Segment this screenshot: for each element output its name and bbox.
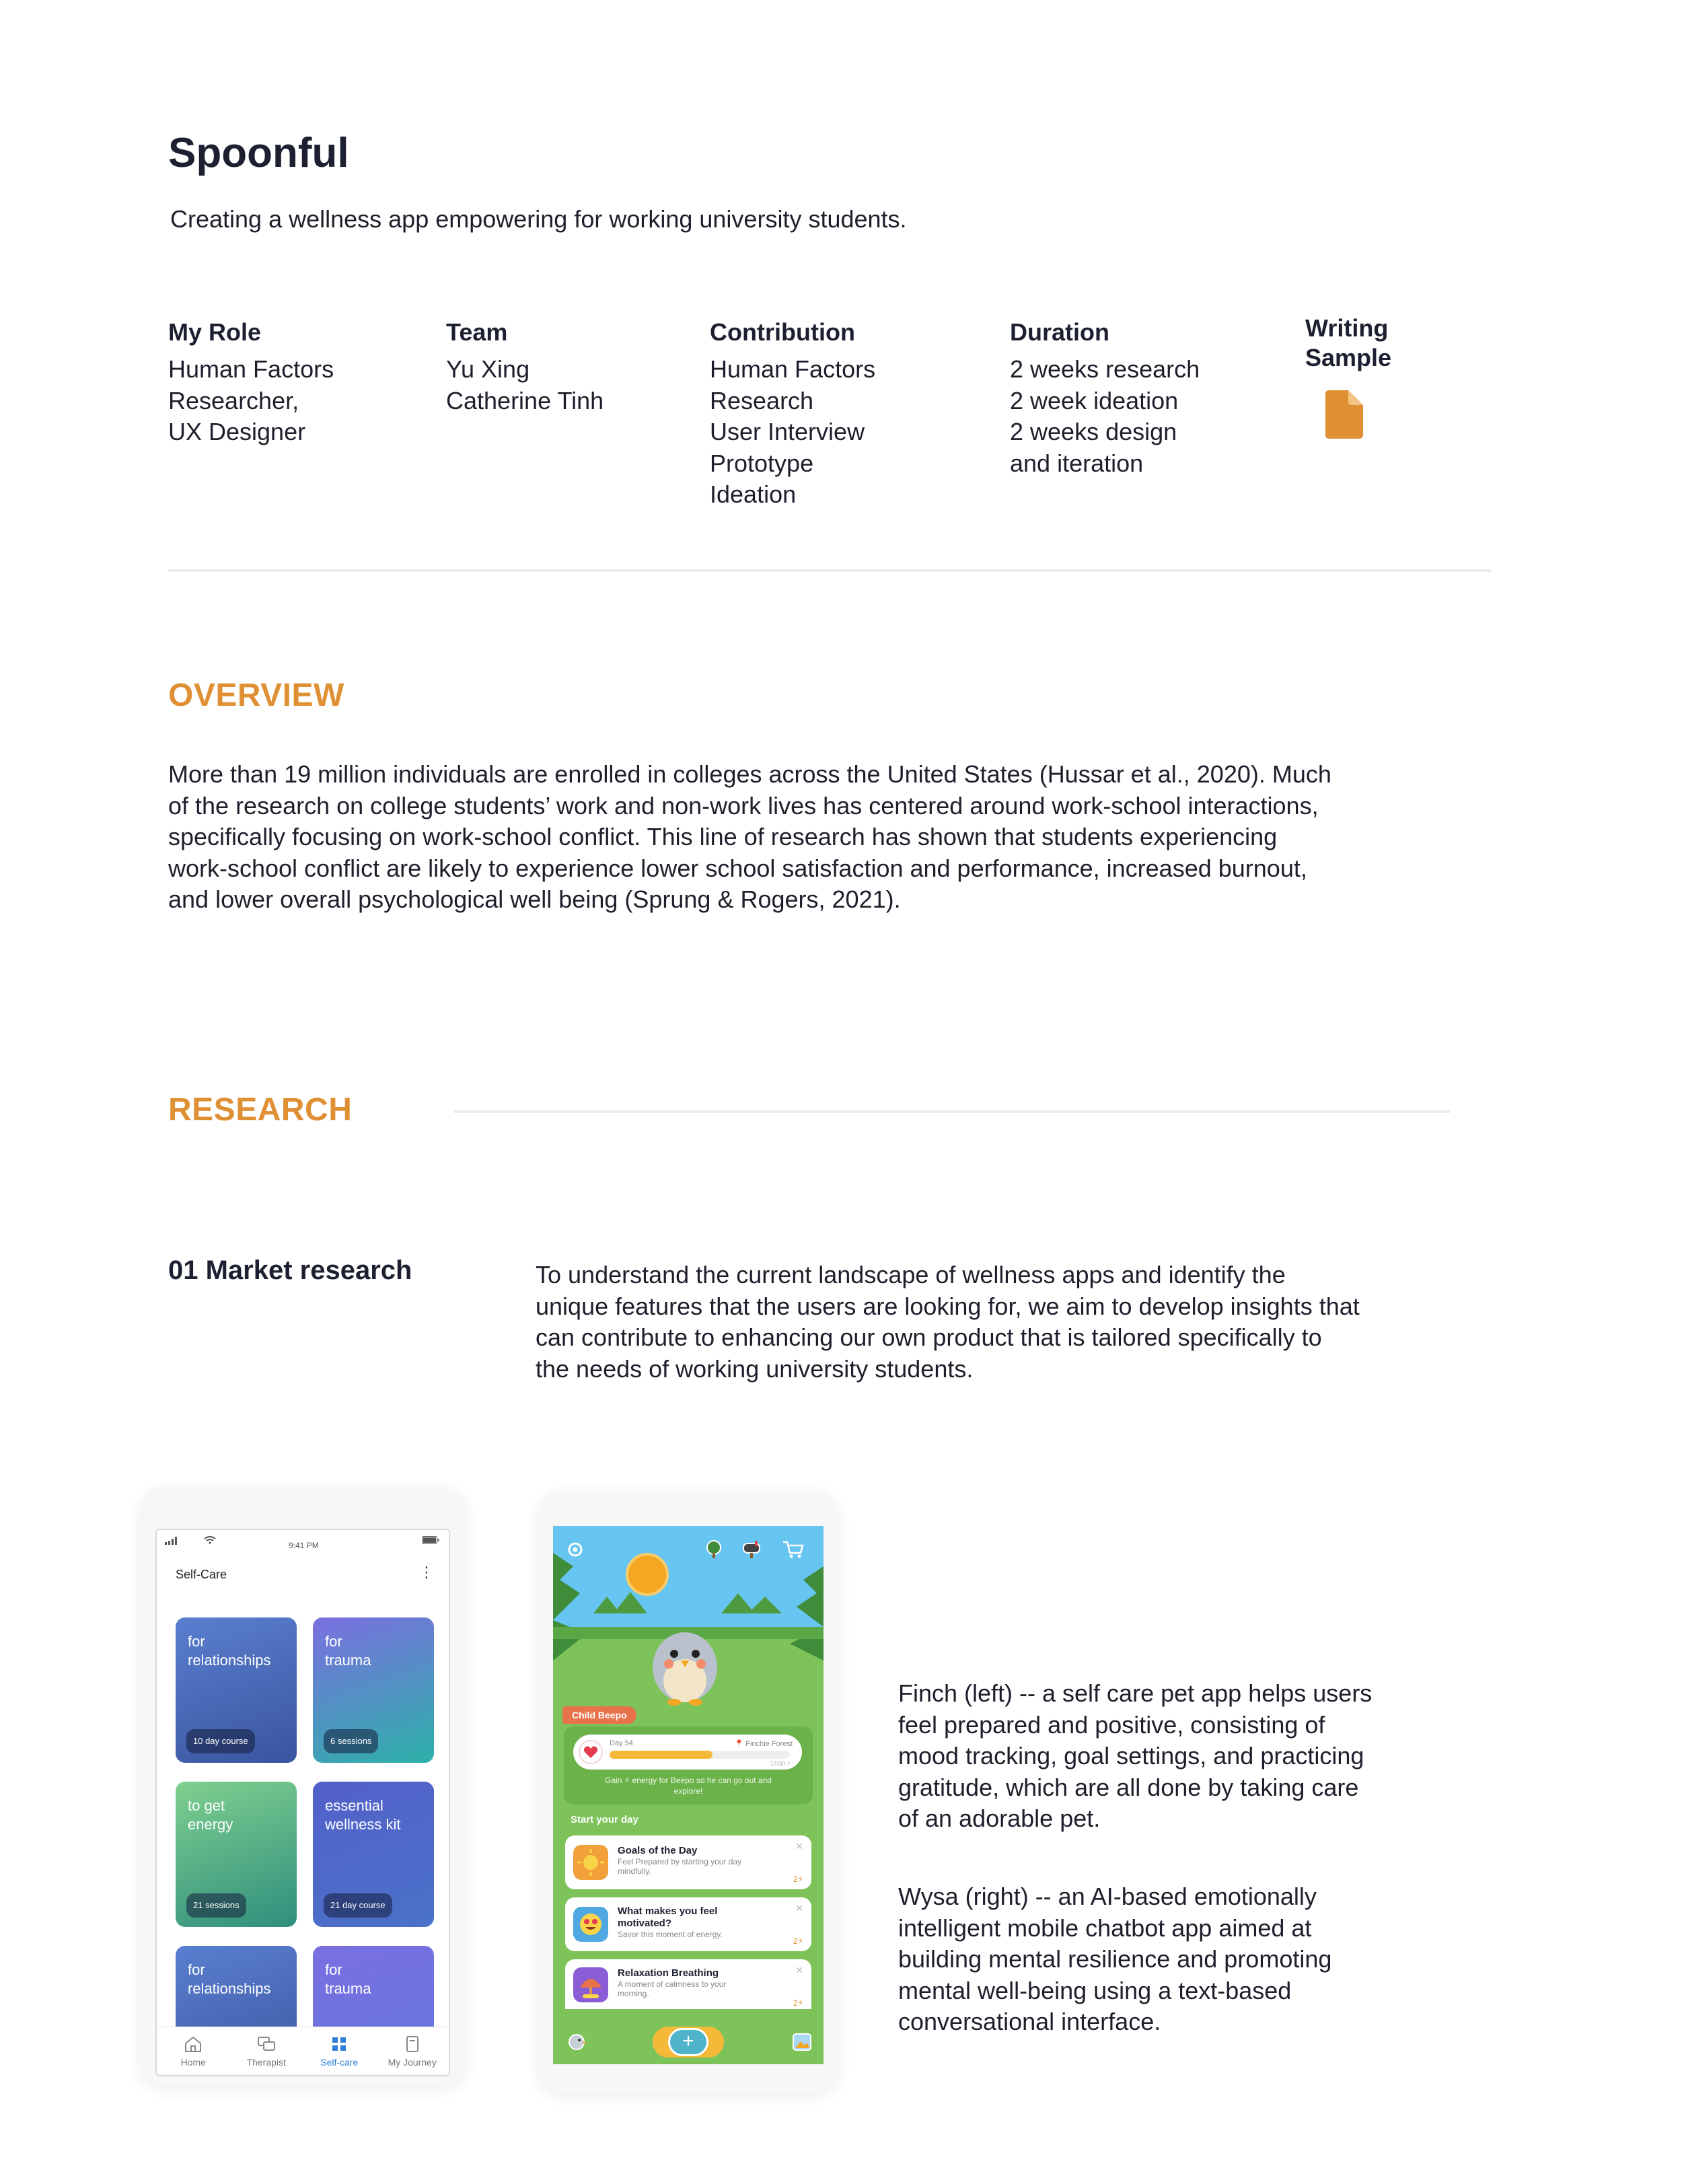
card-badge: 21 day course (324, 1893, 392, 1918)
wysa-desc-line: Wysa (right) -- an AI-based emotionally (898, 1883, 1317, 1910)
course-card[interactable] (176, 1782, 297, 1927)
card-label: relationships (188, 1652, 271, 1669)
task-text (618, 1967, 726, 1998)
contribution-line: Research (710, 386, 814, 414)
duration-line: 2 week ideation (1010, 386, 1179, 414)
add-button-container (653, 2027, 724, 2058)
energy-message-line: Gain ⚡ energy for Beepo so he can go out and (605, 1776, 772, 1785)
task-title: What makes you feel (618, 1905, 718, 1917)
task-subtitle: morning. (618, 1989, 649, 1998)
team-heading: Team (446, 318, 508, 346)
contribution-lines (710, 354, 875, 511)
task-card-breathing[interactable] (565, 1959, 811, 2009)
bird-icon[interactable] (565, 2032, 588, 2052)
card-label: for (325, 1961, 342, 1978)
finch-desc-line: feel prepared and positive, consisting of (898, 1710, 1325, 1739)
selfcare-phone-mockup (139, 1487, 466, 2086)
contribution-line: Ideation (710, 480, 797, 508)
chat-icon (257, 2035, 276, 2053)
finch-bottom-bar (553, 2017, 824, 2064)
task-subtitle: mindfully. (618, 1866, 651, 1876)
sun-icon (573, 1845, 608, 1880)
card-label: relationships (188, 1980, 271, 1997)
battery-icon (422, 1536, 439, 1544)
finch-description (898, 1678, 1372, 1835)
card-label: essential (325, 1797, 383, 1814)
signal-icon (165, 1537, 180, 1545)
pet-name-tag: Child Beepo (562, 1706, 636, 1724)
card-badge: 21 sessions (186, 1893, 246, 1918)
contribution-heading: Contribution (710, 318, 855, 346)
card-badge: 10 day course (186, 1729, 255, 1753)
duration-line: and iteration (1010, 449, 1144, 477)
card-label: for (325, 1633, 342, 1650)
finch-desc-line: mood tracking, goal settings, and practicing (898, 1742, 1364, 1770)
overview-line: specifically focusing on work-school conflict. This line of research has shown that students experiencing (168, 823, 1278, 850)
overview-line: of the research on college students’ work and non-work lives has centered around work-school interactions, (168, 791, 1319, 820)
status-time: 9:41 PM (289, 1541, 319, 1550)
tab-home[interactable] (157, 2027, 230, 2075)
card-badge: 6 sessions (324, 1729, 378, 1753)
duration-line: 2 weeks design (1010, 418, 1177, 445)
card-label: energy (188, 1816, 233, 1833)
tab-label: My Journey (388, 2056, 437, 2068)
progress-panel (573, 1735, 802, 1770)
market-line: To understand the current landscape of wellness apps and identify the (536, 1261, 1286, 1288)
contribution-line: Prototype (710, 449, 814, 477)
wysa-desc-line: mental well-being using a text-based (898, 1976, 1292, 2004)
mailbox-icon[interactable] (741, 1539, 764, 1560)
tab-my-journey[interactable] (376, 2027, 449, 2075)
page-title: Spoonful (168, 130, 349, 176)
overview-heading: OVERVIEW (168, 678, 344, 713)
add-plus-icon[interactable]: + (668, 2028, 708, 2056)
task-title: motivated? (618, 1918, 672, 1929)
umbrella-icon (573, 1967, 608, 2002)
location-label: 📍 Finchie Forest (734, 1740, 793, 1748)
task-energy: 2⚡ (793, 1936, 803, 1946)
task-card-motivation[interactable] (565, 1897, 811, 1951)
tab-bar (157, 2027, 449, 2075)
role-column (168, 318, 334, 448)
card-label: wellness kit (325, 1816, 401, 1833)
team-lines (446, 354, 604, 416)
duration-column (1010, 318, 1200, 479)
market-line: unique features that the users are looking for, we aim to develop insights that (536, 1292, 1360, 1320)
more-menu-icon[interactable]: ⋮ (419, 1564, 434, 1580)
wysa-desc-line: conversational interface. (898, 2008, 1161, 2035)
tree-icon[interactable] (704, 1539, 724, 1560)
status-bar (157, 1530, 449, 1553)
role-line: Researcher, (168, 386, 299, 414)
market-line: can contribute to enhancing our own product that is tailored specifically to (536, 1323, 1322, 1351)
card-label: trauma (325, 1980, 371, 1997)
writing-sample[interactable] (1305, 314, 1391, 373)
tab-label: Home (180, 2056, 206, 2068)
writing-heading-line2: Sample (1305, 344, 1392, 371)
contribution-line: User Interview (710, 418, 865, 445)
task-title: Relaxation Breathing (618, 1967, 719, 1979)
writing-heading-line1: Writing (1305, 314, 1389, 342)
duration-lines (1010, 354, 1200, 479)
selfcare-header: Self-Care (176, 1568, 227, 1581)
contribution-column (710, 318, 875, 511)
task-subtitle: A moment of calmness to your (618, 1979, 727, 1989)
grid-icon (330, 2035, 349, 2053)
research-heading: RESEARCH (168, 1092, 353, 1128)
card-label: trauma (325, 1652, 371, 1669)
tab-self-care[interactable] (303, 2027, 376, 2075)
pet-status-card (564, 1726, 813, 1805)
wysa-description (898, 1881, 1331, 2038)
close-icon[interactable]: ✕ (795, 1903, 803, 1914)
finch-desc-line: gratitude, which are all done by taking care (898, 1773, 1359, 1801)
journal-icon (403, 2035, 422, 2053)
page-subtitle: Creating a wellness app empowering for working university students. (170, 205, 907, 233)
finch-desc-line: Finch (left) -- a self care pet app helps users (898, 1679, 1373, 1707)
tab-therapist[interactable] (230, 2027, 303, 2075)
course-card[interactable] (176, 1617, 297, 1763)
start-your-day-heading: Start your day (571, 1814, 638, 1825)
overview-line: work-school conflict are likely to experience lower school satisfaction and performance, increased burnout, (168, 854, 1307, 882)
energy-progress-fill (610, 1751, 712, 1759)
heart-icon (579, 1740, 603, 1764)
team-member: Yu Xing (446, 355, 530, 383)
task-subtitle: Feel Prepared by starting your day (618, 1857, 742, 1866)
progress-count: 17/30 ⚡ (770, 1760, 791, 1767)
energy-progress-bar (610, 1751, 790, 1759)
document-icon[interactable] (1325, 390, 1363, 439)
gallery-icon[interactable] (791, 2032, 813, 2052)
team-member: Catherine Tinh (446, 386, 604, 414)
market-research-heading: 01 Market research (168, 1255, 412, 1285)
duration-line: 2 weeks research (1010, 355, 1200, 383)
overview-line: More than 19 million individuals are enrolled in colleges across the United States (Hussar et al., 2020). Much (168, 760, 1331, 788)
wifi-icon (204, 1536, 216, 1544)
research-divider (454, 1110, 1450, 1113)
close-icon[interactable]: ✕ (795, 1841, 803, 1852)
task-title: Goals of the Day (618, 1845, 698, 1856)
task-energy: 2⚡ (793, 1874, 803, 1884)
tab-label: Self-care (320, 2056, 359, 2068)
finch-desc-line: of an adorable pet. (898, 1805, 1101, 1832)
task-energy: 2⚡ (793, 1998, 803, 2008)
wysa-desc-line: building mental resilience and promoting (898, 1945, 1332, 1973)
card-label: for (188, 1961, 205, 1978)
settings-gear-icon[interactable] (565, 1539, 585, 1560)
divider (168, 569, 1491, 572)
duration-heading: Duration (1010, 318, 1109, 346)
overview-paragraph (168, 759, 1331, 916)
finch-screen (553, 1526, 824, 2064)
overview-line: and lower overall psychological well being (Sprung & Rogers, 2021). (168, 885, 901, 913)
energy-message (564, 1775, 813, 1796)
task-subtitle: Savor this moment of energy. (618, 1930, 723, 1939)
card-label: for (188, 1633, 205, 1650)
tab-label: Therapist (246, 2056, 286, 2068)
task-text (618, 1845, 741, 1876)
role-heading: My Role (168, 318, 262, 346)
market-line: the needs of working university students. (536, 1354, 974, 1383)
card-label: to get (188, 1797, 225, 1814)
selfcare-screen (155, 1529, 450, 2076)
finch-phone-mockup (538, 1490, 838, 2092)
shopping-cart-icon[interactable] (782, 1539, 805, 1560)
contribution-line: Human Factors (710, 355, 876, 383)
role-line: UX Designer (168, 418, 306, 445)
task-card-goals[interactable] (565, 1835, 811, 1889)
location-text: Finchie Forest (745, 1740, 793, 1748)
home-icon (184, 2035, 203, 2053)
course-card[interactable] (313, 1617, 434, 1763)
energy-message-line: explore! (673, 1786, 703, 1796)
role-lines (168, 354, 334, 448)
close-icon[interactable]: ✕ (795, 1965, 803, 1975)
wysa-desc-line: intelligent mobile chatbot app aimed at (898, 1914, 1312, 1942)
team-column (446, 318, 604, 416)
day-label: Day 54 (610, 1739, 633, 1747)
course-card[interactable] (313, 1782, 434, 1927)
role-line: Human Factors (168, 355, 334, 383)
task-text (618, 1905, 723, 1939)
market-research-paragraph (536, 1260, 1360, 1385)
star-eyes-emoji-icon (573, 1907, 608, 1942)
